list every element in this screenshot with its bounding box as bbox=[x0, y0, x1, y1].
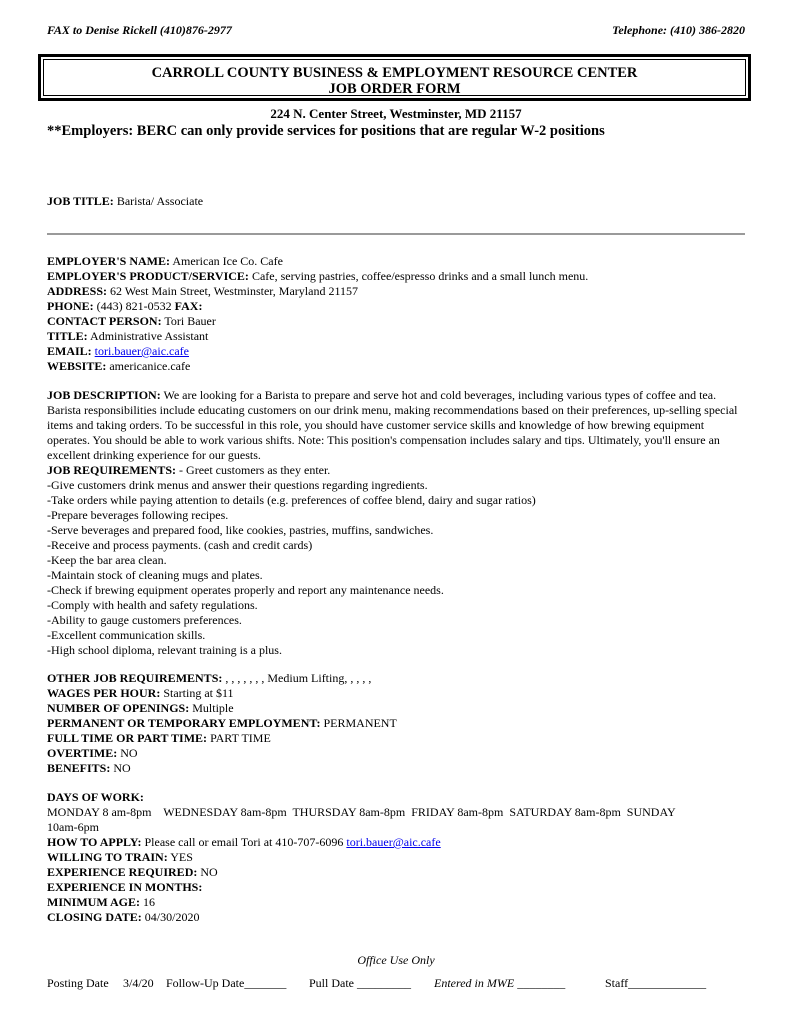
job-description-label: JOB DESCRIPTION: bbox=[47, 388, 161, 402]
closing-date-value: 04/30/2020 bbox=[144, 910, 200, 924]
other-requirements-label: OTHER JOB REQUIREMENTS: bbox=[47, 671, 223, 685]
section-divider bbox=[47, 233, 745, 235]
job-description bbox=[47, 388, 747, 463]
employment-type-label: PERMANENT OR TEMPORARY EMPLOYMENT: bbox=[47, 716, 321, 730]
wages-label: WAGES PER HOUR: bbox=[47, 686, 161, 700]
contact-value: Tori Bauer bbox=[164, 314, 216, 328]
days-label: DAYS OF WORK: bbox=[47, 790, 144, 804]
posting-date-value: 3/4/20 bbox=[123, 976, 154, 990]
days-label-row bbox=[47, 790, 144, 805]
experience-row bbox=[47, 865, 218, 880]
phone-label: PHONE: bbox=[47, 299, 94, 313]
min-age-row bbox=[47, 895, 155, 910]
mwe-field: Entered in MWE ________ bbox=[434, 976, 566, 990]
staff-field: Staff_____________ bbox=[605, 976, 707, 990]
job-title-row bbox=[47, 194, 203, 209]
telephone-header: Telephone: (410) 386-2820 bbox=[612, 23, 745, 37]
closing-date-row bbox=[47, 910, 199, 925]
wages-value: Starting at $11 bbox=[163, 686, 234, 700]
list-item: -Serve beverages and prepared food, like cookies, pastries, muffins, sandwiches. bbox=[47, 523, 434, 537]
fax-header: FAX to Denise Rickell (410)876-2977 bbox=[47, 23, 232, 37]
experience-months-label: EXPERIENCE IN MONTHS: bbox=[47, 880, 203, 894]
benefits-value: NO bbox=[113, 761, 131, 775]
contact-title-row bbox=[47, 329, 208, 344]
list-item: -Prepare beverages following recipes. bbox=[47, 508, 229, 522]
list-item: -Give customers drink menus and answer their questions regarding ingredients. bbox=[47, 478, 428, 492]
overtime-label: OVERTIME: bbox=[47, 746, 118, 760]
list-item: -Receive and process payments. (cash and credit cards) bbox=[47, 538, 313, 552]
overtime-row bbox=[47, 746, 138, 761]
apply-value: Please call or email Tori at 410-707-6096 bbox=[144, 835, 344, 849]
requirements-label: JOB REQUIREMENTS: bbox=[47, 463, 177, 477]
list-item: -Excellent communication skills. bbox=[47, 628, 206, 642]
days-value: MONDAY 8 am-8pm WEDNESDAY 8am-8pm THURSDAY 8am-8pm FRIDAY 8am-8pm SATURDAY 8am-8pm SUNDAY bbox=[47, 805, 676, 819]
contact-label: CONTACT PERSON: bbox=[47, 314, 162, 328]
title-box-inner bbox=[43, 59, 746, 96]
title-line-2: JOB ORDER FORM bbox=[328, 81, 461, 97]
website-label: WEBSITE: bbox=[47, 359, 107, 373]
center-address: 224 N. Center Street, Westminster, MD 21157 bbox=[270, 106, 522, 121]
list-item: -Comply with health and safety regulations. bbox=[47, 598, 258, 612]
train-value: YES bbox=[170, 850, 193, 864]
closing-date-label: CLOSING DATE: bbox=[47, 910, 142, 924]
employer-name-label: EMPLOYER'S NAME: bbox=[47, 254, 170, 268]
fax-label: FAX: bbox=[174, 299, 203, 313]
apply-email-link[interactable]: tori.bauer@aic.cafe bbox=[346, 835, 441, 849]
min-age-label: MINIMUM AGE: bbox=[47, 895, 140, 909]
overtime-value: NO bbox=[120, 746, 138, 760]
apply-label: HOW TO APPLY: bbox=[47, 835, 142, 849]
requirements-row bbox=[47, 463, 330, 478]
list-item: -Take orders while paying attention to details (e.g. preferences of coffee blend, dairy and sugar ratios) bbox=[47, 493, 536, 507]
email-label: EMAIL: bbox=[47, 344, 92, 358]
posting-date-label: Posting Date bbox=[47, 976, 109, 990]
address-value: 62 West Main Street, Westminster, Maryland 21157 bbox=[110, 284, 359, 298]
experience-value: NO bbox=[200, 865, 218, 879]
experience-months-row bbox=[47, 880, 202, 895]
fulltime-row bbox=[47, 731, 271, 746]
contact-title-label: TITLE: bbox=[47, 329, 88, 343]
list-item: -Maintain stock of cleaning mugs and plates. bbox=[47, 568, 263, 582]
train-label: WILLING TO TRAIN: bbox=[47, 850, 168, 864]
address-label: ADDRESS: bbox=[47, 284, 108, 298]
benefits-row bbox=[47, 761, 131, 776]
employer-name-row bbox=[47, 254, 283, 269]
experience-label: EXPERIENCE REQUIRED: bbox=[47, 865, 198, 879]
employer-name-value: American Ice Co. Cafe bbox=[172, 254, 283, 268]
product-label: EMPLOYER'S PRODUCT/SERVICE: bbox=[47, 269, 249, 283]
apply-row bbox=[47, 835, 441, 850]
email-row bbox=[47, 344, 189, 359]
phone-row bbox=[47, 299, 202, 314]
job-title-value: Barista/ Associate bbox=[116, 194, 204, 208]
employment-type-row bbox=[47, 716, 397, 731]
title-line-1: CARROLL COUNTY BUSINESS & EMPLOYMENT RESOURCE CENTER bbox=[151, 65, 638, 81]
requirements-first: - Greet customers as they enter. bbox=[179, 463, 331, 477]
list-item: -Keep the bar area clean. bbox=[47, 553, 167, 567]
email-link[interactable]: tori.bauer@aic.cafe bbox=[94, 344, 189, 358]
benefits-label: BENEFITS: bbox=[47, 761, 111, 775]
openings-label: NUMBER OF OPENINGS: bbox=[47, 701, 190, 715]
job-description-text: We are looking for a Barista to prepare and serve hot and cold beverages, including various types of coffee and tea. Barista responsibilities include educating customers on our drink menu, making recommendations based on their preferences, up-selling special items and taking orders. To be successful in this role, you should have customer service skills and knowledge of how brewing equipment operates. You should be able to work various shifts. Note: This position's compensation includes salary and tips. Ultimately, you'll ensure an excellent drinking experience for our guests. bbox=[47, 388, 738, 462]
other-requirements-value: , , , , , , , Medium Lifting, , , , , bbox=[225, 671, 372, 685]
office-use-heading: Office Use Only bbox=[357, 953, 435, 967]
product-row bbox=[47, 269, 588, 284]
pull-date-field: Pull Date _________ bbox=[309, 976, 411, 990]
address-row bbox=[47, 284, 358, 299]
employment-type-value: PERMANENT bbox=[323, 716, 397, 730]
contact-title-value: Administrative Assistant bbox=[90, 329, 209, 343]
other-requirements-row bbox=[47, 671, 371, 686]
website-value: americanice.cafe bbox=[109, 359, 191, 373]
employer-notice: **Employers: BERC can only provide services for positions that are regular W-2 positions bbox=[47, 123, 605, 139]
contact-row bbox=[47, 314, 216, 329]
title-box bbox=[38, 54, 751, 101]
phone-value: (443) 821-0532 bbox=[96, 299, 172, 313]
wages-row bbox=[47, 686, 234, 701]
fulltime-value: PART TIME bbox=[210, 731, 271, 745]
train-row bbox=[47, 850, 193, 865]
list-item: -Check if brewing equipment operates properly and report any maintenance needs. bbox=[47, 583, 444, 597]
product-value: Cafe, serving pastries, coffee/espresso drinks and a small lunch menu. bbox=[251, 269, 589, 283]
fulltime-label: FULL TIME OR PART TIME: bbox=[47, 731, 208, 745]
list-item: -High school diploma, relevant training is a plus. bbox=[47, 643, 282, 657]
website-row bbox=[47, 359, 190, 374]
followup-date-field: Follow-Up Date_______ bbox=[166, 976, 287, 990]
openings-row bbox=[47, 701, 234, 716]
job-title-label: JOB TITLE: bbox=[47, 194, 114, 208]
days-value-cont: 10am-6pm bbox=[47, 820, 99, 834]
min-age-value: 16 bbox=[143, 895, 155, 909]
list-item: -Ability to gauge customers preferences. bbox=[47, 613, 242, 627]
openings-value: Multiple bbox=[192, 701, 234, 715]
